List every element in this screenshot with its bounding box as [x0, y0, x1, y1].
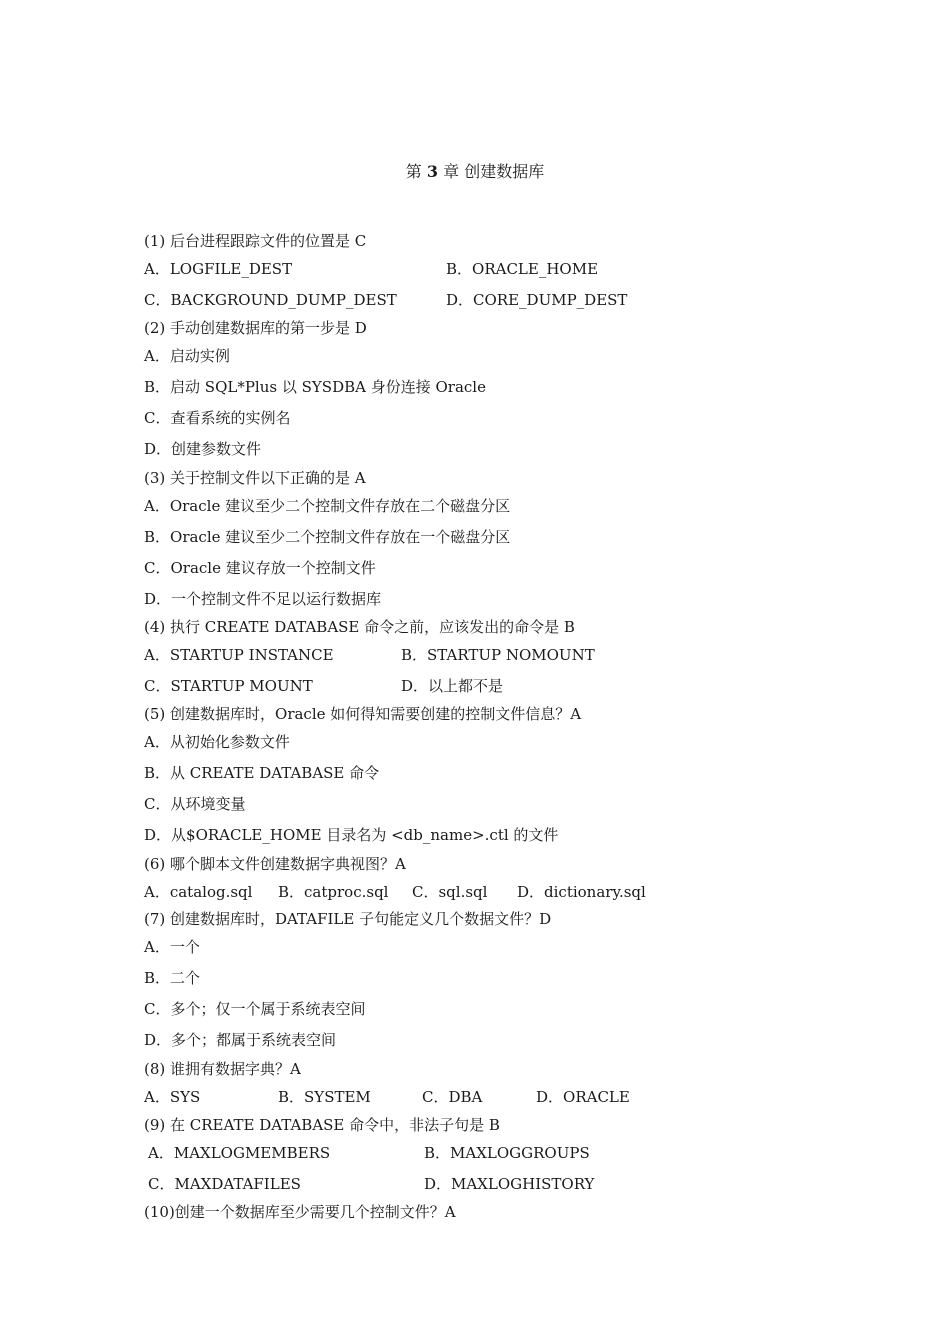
chapter-prefix: 第 — [405, 162, 422, 181]
question-9-stem: (9) 在 CREATE DATABASE 命令中，非法子句是 B — [144, 1116, 500, 1134]
question-4-option-a: A．STARTUP INSTANCE — [144, 646, 334, 664]
question-2-option-d: D．创建参数文件 — [144, 440, 262, 458]
question-5-option-a: A．从初始化参数文件 — [144, 733, 290, 751]
question-5-stem: (5) 创建数据库时，Oracle 如何得知需要创建的控制文件信息？A — [144, 705, 582, 723]
chapter-name: 章 创建数据库 — [443, 162, 545, 181]
question-9-option-a: A．MAXLOGMEMBERS — [148, 1144, 331, 1162]
question-6-option-b: B．catproc.sql — [278, 883, 389, 901]
question-1-option-c: C．BACKGROUND_DUMP_DEST — [144, 291, 397, 309]
question-1-option-d: D．CORE_DUMP_DEST — [446, 291, 628, 309]
question-4-option-c: C．STARTUP MOUNT — [144, 677, 313, 695]
question-7-stem: (7) 创建数据库时，DATAFILE 子句能定义几个数据文件？D — [144, 910, 552, 928]
question-10-stem: (10)创建一个数据库至少需要几个控制文件？A — [144, 1203, 456, 1221]
question-4-stem: (4) 执行 CREATE DATABASE 命令之前，应该发出的命令是 B — [144, 618, 575, 636]
question-8-option-d: D．ORACLE — [536, 1088, 630, 1106]
question-3-stem: (3) 关于控制文件以下正确的是 A — [144, 469, 366, 487]
question-9-option-c: C．MAXDATAFILES — [148, 1175, 301, 1193]
question-2-option-a: A．启动实例 — [144, 347, 230, 365]
question-1-option-a: A．LOGFILE_DEST — [144, 260, 293, 278]
question-2-option-c: C．查看系统的实例名 — [144, 409, 291, 427]
question-5-option-c: C．从环境变量 — [144, 795, 246, 813]
question-6-stem: (6) 哪个脚本文件创建数据字典视图？A — [144, 855, 406, 873]
question-4-option-d: D．以上都不是 — [401, 677, 504, 695]
question-7-option-c: C．多个；仅一个属于系统表空间 — [144, 1000, 366, 1018]
question-6-option-c: C．sql.sql — [412, 883, 488, 901]
question-4-option-b: B．STARTUP NOMOUNT — [401, 646, 595, 664]
question-8-option-b: B．SYSTEM — [278, 1088, 371, 1106]
question-8-option-a: A．SYS — [144, 1088, 201, 1106]
question-3-option-b: B．Oracle 建议至少二个控制文件存放在一个磁盘分区 — [144, 528, 511, 546]
question-7-option-a: A．一个 — [144, 938, 200, 956]
question-6-option-a: A．catalog.sql — [144, 883, 253, 901]
question-3-option-a: A．Oracle 建议至少二个控制文件存放在二个磁盘分区 — [144, 497, 511, 515]
question-9-option-d: D．MAXLOGHISTORY — [424, 1175, 595, 1193]
question-2-option-b: B．启动 SQL*Plus 以 SYSDBA 身份连接 Oracle — [144, 378, 486, 396]
chapter-title — [0, 160, 950, 184]
question-3-option-c: C．Oracle 建议存放一个控制文件 — [144, 559, 376, 577]
question-2-stem: (2) 手动创建数据库的第一步是 D — [144, 319, 367, 337]
question-9-option-b: B．MAXLOGGROUPS — [424, 1144, 590, 1162]
question-7-option-b: B．二个 — [144, 969, 201, 987]
question-1-stem: (1) 后台进程跟踪文件的位置是 C — [144, 232, 367, 250]
question-3-option-d: D．一个控制文件不足以运行数据库 — [144, 590, 382, 608]
question-5-option-b: B．从 CREATE DATABASE 命令 — [144, 764, 380, 782]
question-8-stem: (8) 谁拥有数据字典？A — [144, 1060, 301, 1078]
question-1-option-b: B．ORACLE_HOME — [446, 260, 599, 278]
chapter-number: 3 — [426, 162, 439, 181]
question-7-option-d: D．多个；都属于系统表空间 — [144, 1031, 337, 1049]
question-6-option-d: D．dictionary.sql — [517, 883, 646, 901]
question-8-option-c: C．DBA — [422, 1088, 483, 1106]
question-5-option-d: D．从$ORACLE_HOME 目录名为 <db_name>.ctl 的文件 — [144, 826, 559, 844]
